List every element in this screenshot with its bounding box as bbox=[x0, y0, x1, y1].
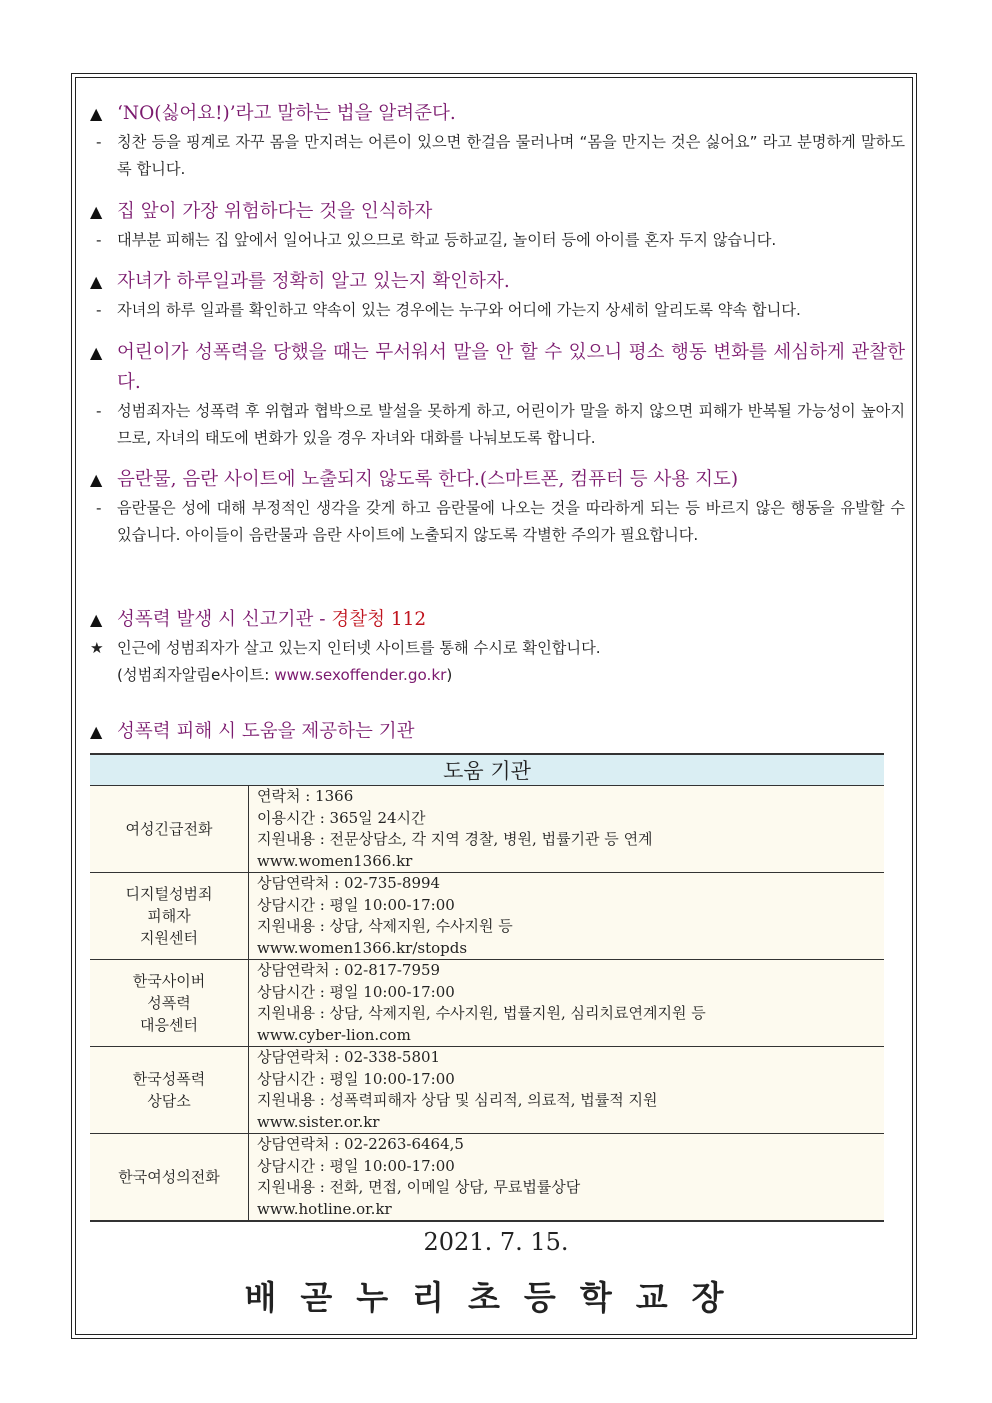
org-name-line: 한국성폭력 bbox=[132, 1070, 206, 1088]
tip-heading bbox=[90, 338, 905, 398]
tip-body bbox=[90, 129, 905, 183]
tip-adult-content bbox=[90, 465, 905, 549]
tip-body bbox=[90, 398, 905, 452]
org-name bbox=[90, 873, 249, 960]
org-name-line: 성폭력 bbox=[147, 994, 191, 1012]
org-services: 지원내용 : 상담, 삭제지원, 수사지원 등 bbox=[257, 917, 513, 935]
org-contact: 상담연락처 : 02-817-7959 bbox=[257, 961, 441, 979]
report-site bbox=[90, 662, 905, 689]
report-label: 성폭력 발생 시 신고기관 - bbox=[117, 609, 332, 630]
report-site-label: (성범죄자알림e사이트: bbox=[117, 666, 275, 684]
tip-heading bbox=[90, 197, 905, 227]
dash-bullet: - bbox=[96, 133, 102, 151]
org-services: 지원내용 : 상담, 삭제지원, 수사지원, 법률지원, 심리치료연계지원 등 bbox=[257, 1004, 706, 1022]
org-contact: 상담연락처 : 02-2263-6464,5 bbox=[257, 1135, 464, 1153]
org-website[interactable]: www.hotline.or.kr bbox=[257, 1199, 392, 1218]
tip-heading-text: 음란물, 음란 사이트에 노출되지 않도록 한다.(스마트폰, 컴퓨터 등 사용 지도) bbox=[117, 469, 739, 490]
tip-body bbox=[90, 495, 905, 549]
table-row bbox=[90, 960, 884, 1047]
org-info bbox=[249, 960, 885, 1047]
dash-bullet: - bbox=[96, 402, 102, 420]
triangle-bullet-icon: ▲ bbox=[90, 610, 103, 629]
org-contact: 상담연락처 : 02-338-5801 bbox=[257, 1048, 441, 1066]
org-name-line: 한국사이버 bbox=[132, 972, 206, 990]
tip-heading bbox=[90, 465, 905, 495]
star-icon: ★ bbox=[90, 639, 104, 657]
triangle-bullet-icon: ▲ bbox=[90, 470, 103, 489]
org-name bbox=[90, 786, 249, 873]
org-hours: 상담시간 : 평일 10:00-17:00 bbox=[257, 1156, 455, 1175]
tip-heading-text: 집 앞이 가장 위험하다는 것을 인식하자 bbox=[117, 201, 433, 222]
org-name-line: 상담소 bbox=[147, 1092, 191, 1110]
help-table-header-row bbox=[90, 754, 884, 786]
tip-house-front bbox=[90, 197, 905, 254]
issue-date: 2021. 7. 15. bbox=[423, 1228, 569, 1256]
org-services: 지원내용 : 성폭력피해자 상담 및 심리적, 의료적, 법률적 지원 bbox=[257, 1091, 658, 1109]
signer-title: 배곧누리초등학교장 bbox=[244, 1278, 748, 1317]
table-row bbox=[90, 873, 884, 960]
tip-body-text: 성범죄자는 성폭력 후 위협과 협박으로 발설을 못하게 하고, 어린이가 말을 하지 않으면 피해가 반복될 가능성이 높아지므로, 자녀의 태도에 변화가 있을 경우 자녀와 대화를 나눠보도록 합니다. bbox=[117, 402, 905, 447]
help-table-header: 도움 기관 bbox=[90, 754, 884, 786]
tip-body-text: 자녀의 하루 일과를 확인하고 약속이 있는 경우에는 누구와 어디에 가는지 상세히 알리도록 약속 합니다. bbox=[117, 301, 801, 319]
tip-body-text: 대부분 피해는 집 앞에서 일어나고 있으므로 학교 등하교길, 놀이터 등에 아이를 혼자 두지 않습니다. bbox=[117, 231, 777, 249]
tip-daily-schedule bbox=[90, 267, 905, 324]
org-hours: 상담시간 : 평일 10:00-17:00 bbox=[257, 982, 455, 1001]
triangle-bullet-icon: ▲ bbox=[90, 104, 103, 123]
tip-heading bbox=[90, 99, 905, 129]
tip-body-text: 음란물은 성에 대해 부정적인 생각을 갖게 하고 음란물에 나오는 것을 따라하게 되는 등 바르지 않은 행동을 유발할 수 있습니다. 아이들이 음란물과 음란 사이트에 노출되지 않도록 각별한 주의가 필요합니다. bbox=[117, 499, 905, 544]
dash-bullet: - bbox=[96, 499, 102, 517]
tip-body-text: 칭찬 등을 핑계로 자꾸 몸을 만지려는 어른이 있으면 한걸음 물러나며 “몸을 만지는 것은 싫어요” 라고 분명하게 말하도록 합니다. bbox=[117, 133, 905, 178]
org-name-line: 디지털성범죄 bbox=[125, 885, 213, 903]
table-row bbox=[90, 1134, 884, 1222]
org-website[interactable]: www.cyber-lion.com bbox=[257, 1025, 411, 1044]
org-info bbox=[249, 1134, 885, 1222]
org-services: 지원내용 : 전화, 면접, 이메일 상담, 무료법률상담 bbox=[257, 1178, 581, 1196]
tip-no bbox=[90, 99, 905, 183]
dash-bullet: - bbox=[96, 301, 102, 319]
org-name-line: 피해자 bbox=[147, 907, 191, 925]
org-website[interactable]: www.sister.or.kr bbox=[257, 1112, 380, 1131]
report-agency: 경찰청 112 bbox=[331, 609, 427, 630]
triangle-bullet-icon: ▲ bbox=[90, 343, 103, 362]
help-heading bbox=[90, 717, 905, 747]
org-name bbox=[90, 1047, 249, 1134]
org-name-line: 한국여성의전화 bbox=[118, 1168, 220, 1186]
triangle-bullet-icon: ▲ bbox=[90, 272, 103, 291]
report-site-link[interactable]: www.sexoffender.go.kr bbox=[274, 666, 447, 684]
help-section bbox=[90, 717, 905, 747]
help-heading-text: 성폭력 피해 시 도움을 제공하는 기관 bbox=[117, 721, 415, 742]
org-website[interactable]: www.women1366.kr/stopds bbox=[257, 938, 468, 957]
org-hours: 이용시간 : 365일 24시간 bbox=[257, 808, 426, 827]
org-hours: 상담시간 : 평일 10:00-17:00 bbox=[257, 895, 455, 914]
tip-heading bbox=[90, 267, 905, 297]
org-name bbox=[90, 1134, 249, 1222]
table-row bbox=[90, 786, 884, 873]
org-services: 지원내용 : 전문상담소, 각 지역 경찰, 병원, 법률기관 등 연계 bbox=[257, 830, 653, 848]
table-row bbox=[90, 1047, 884, 1134]
org-contact: 연락처 : 1366 bbox=[257, 787, 354, 805]
org-info bbox=[249, 1047, 885, 1134]
tip-body bbox=[90, 297, 905, 324]
report-note bbox=[90, 635, 905, 662]
org-name-line: 지원센터 bbox=[140, 929, 198, 947]
org-name bbox=[90, 960, 249, 1047]
tip-observe-behavior bbox=[90, 338, 905, 452]
tip-heading-text: ‘NO(싫어요!)’라고 말하는 법을 알려준다. bbox=[117, 103, 456, 124]
org-info bbox=[249, 873, 885, 960]
report-note-text: 인근에 성범죄자가 살고 있는지 인터넷 사이트를 통해 수시로 확인합니다. bbox=[117, 639, 601, 657]
dash-bullet: - bbox=[96, 231, 102, 249]
org-name-line: 대응센터 bbox=[140, 1016, 198, 1034]
org-hours: 상담시간 : 평일 10:00-17:00 bbox=[257, 1069, 455, 1088]
tip-heading-text: 자녀가 하루일과를 정확히 알고 있는지 확인하자. bbox=[117, 271, 510, 292]
tip-heading-text: 어린이가 성폭력을 당했을 때는 무서워서 말을 안 할 수 있으니 평소 행동 변화를 세심하게 관찰한다. bbox=[117, 342, 905, 393]
report-site-close: ) bbox=[446, 666, 453, 684]
org-website[interactable]: www.women1366.kr bbox=[257, 851, 413, 870]
org-info bbox=[249, 786, 885, 873]
report-section bbox=[90, 605, 905, 689]
tip-body bbox=[90, 227, 905, 254]
triangle-bullet-icon: ▲ bbox=[90, 202, 103, 221]
help-table bbox=[90, 753, 884, 1222]
report-heading bbox=[90, 605, 905, 635]
triangle-bullet-icon: ▲ bbox=[90, 722, 103, 741]
org-name-line: 여성긴급전화 bbox=[125, 820, 213, 838]
org-contact: 상담연락처 : 02-735-8994 bbox=[257, 874, 441, 892]
